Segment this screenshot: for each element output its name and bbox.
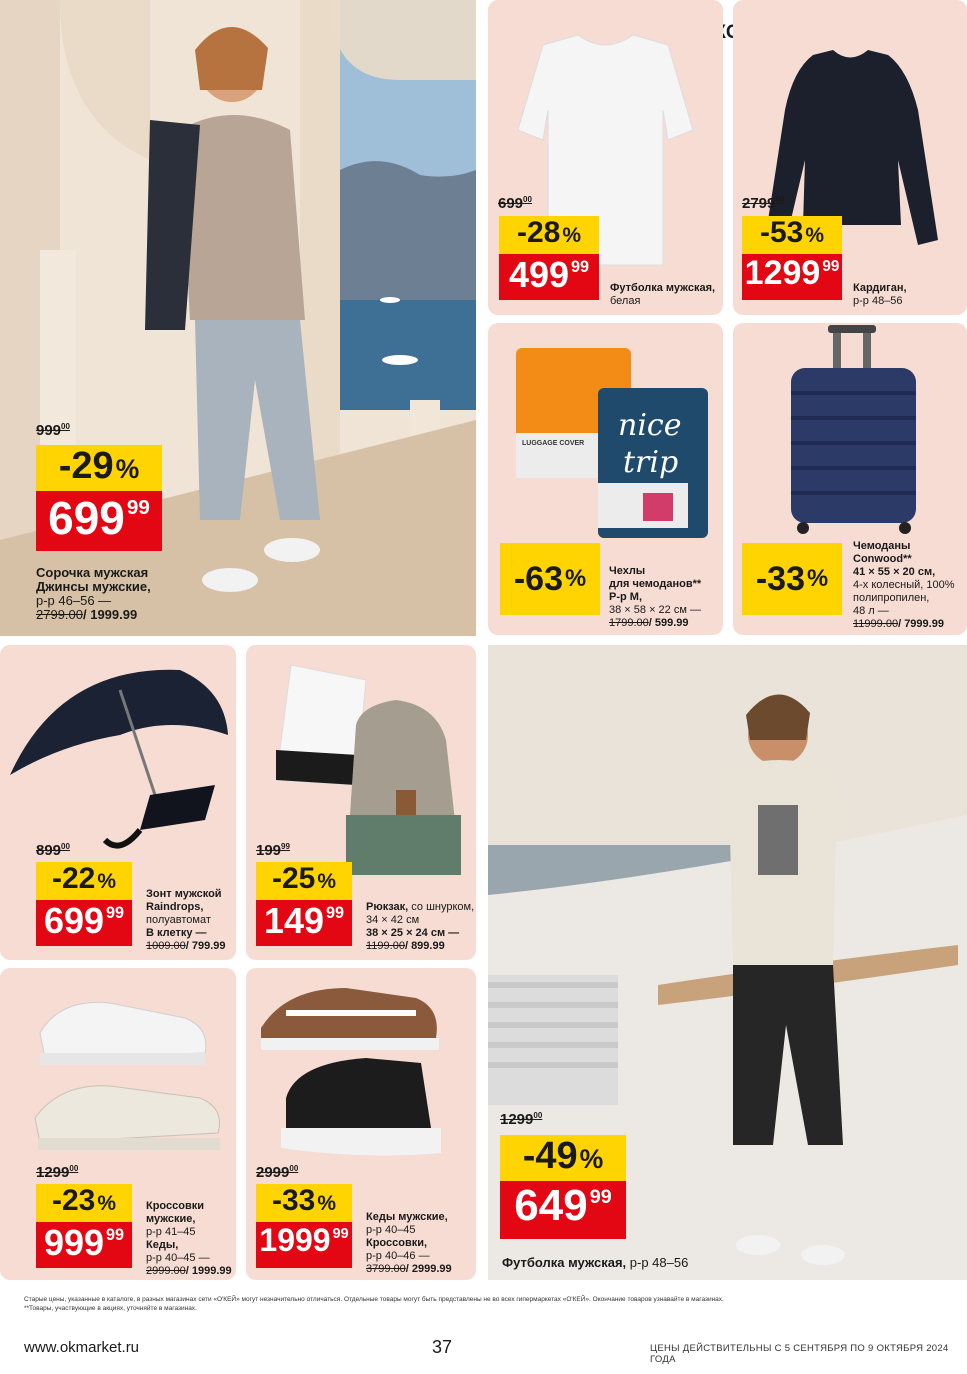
discount-label: -29 % — [36, 445, 162, 491]
price-label: 999 99 — [36, 1222, 132, 1268]
old-price: 2799$^{00}$ — [742, 195, 785, 212]
product-description: Кеды мужские, р-р 40–45 Кроссовки, р-р 40–46 — 3799.00/ 2999.99 — [366, 1211, 452, 1275]
price-badge — [256, 1184, 352, 1268]
cover-label: LUGGAGE COVER — [522, 440, 585, 447]
price-badge — [36, 445, 162, 551]
discount-label: -33 % — [256, 1184, 352, 1222]
price-badge — [36, 1184, 132, 1268]
old-price: 2999$^{00}$ — [256, 1164, 299, 1181]
old-price: $699^{00}$ — [498, 195, 532, 212]
price-label: 149 99 — [256, 900, 352, 946]
footnote-2: **Товары, участвующие в акциях, уточняйте в магазинах. — [24, 1305, 197, 1312]
old-price: $899^{00}$ — [36, 842, 70, 859]
print-text-nice: nice — [618, 408, 682, 443]
price-badge — [742, 216, 842, 300]
product-description: Рюкзак, со шнурком, 34 × 42 см 38 × 25 × 24 см — 1199.00/ 899.99 — [366, 901, 475, 952]
page-number: 37 — [432, 1337, 453, 1357]
footnote-1: Старые цены, указанные в каталоге, в разных магазинах сети «О'КЕЙ» могут незначительно отличаться. Отдельные товары могут быть представлены не во всех гипермаркетах «О'КЕЙ». Окончание товаров узнавайте в магазинах. — [24, 1296, 724, 1303]
discount-label: -53 % — [742, 216, 842, 254]
price-badge — [36, 862, 132, 946]
old-price: $199^{99}$ — [256, 842, 290, 859]
site-link[interactable]: www.okmarket.ru — [24, 1339, 140, 1356]
product-description: Футболка мужская, белая — [610, 282, 716, 307]
discount-label: -63 % — [500, 543, 600, 615]
old-price: 1299$^{00}$ — [500, 1111, 543, 1128]
price-badge — [499, 216, 599, 300]
price-label: 1299 99 — [742, 254, 842, 300]
discount-label: -33 % — [742, 543, 842, 615]
product-description: Чемоданы Conwood** 41 × 55 × 20 см, 4-х колесный, 100% полипропилен, 48 л — 11999.00/ 7999.99 — [853, 540, 955, 630]
product-description: Чехлы для чемоданов** Р-р M, 38 × 58 × 22 см — 1799.00/ 599.99 — [609, 565, 702, 629]
discount-label: -25 % — [256, 862, 352, 900]
discount-label: -23 % — [36, 1184, 132, 1222]
validity-text: ЦЕНЫ ДЕЙСТВИТЕЛЬНЫ С 5 СЕНТЯБРЯ ПО 9 ОКТЯБРЯ 2024 ГОДА — [650, 1343, 949, 1365]
discount-label: -49 % — [500, 1135, 626, 1181]
discount-label: -22 % — [36, 862, 132, 900]
price-label: 649 99 — [500, 1181, 626, 1239]
price-label: 699 99 — [36, 900, 132, 946]
old-price: 1299$^{00}$ — [36, 1164, 79, 1181]
product-description: Зонт мужской Raindrops, полуавтомат В клетку — 1009.00/ 799.99 — [146, 888, 226, 952]
product-description: Футболка мужская, р-р 48–56 — [502, 1255, 689, 1270]
discount-label: -28 % — [499, 216, 599, 254]
product-description: Кроссовки мужские, р-р 41–45 Кеды, р-р 40–45 — 2999.00/ 1999.99 — [146, 1200, 232, 1277]
price-badge — [500, 1135, 626, 1239]
product-description: Кардиган, р-р 48–56 — [853, 282, 907, 307]
price-badge — [256, 862, 352, 946]
product-description: Сорочка мужская Джинсы мужские, р-р 46–56 — 2799.00/ 1999.99 — [36, 565, 151, 622]
old-price: $999^{00}$ — [36, 422, 70, 439]
section-title: МУЖСКОЙ — [680, 22, 782, 43]
print-text-trip: trip — [623, 445, 679, 480]
price-label: 699 99 — [36, 491, 162, 551]
price-label: 499 99 — [499, 254, 599, 300]
price-label: 1999 99 — [256, 1222, 352, 1268]
